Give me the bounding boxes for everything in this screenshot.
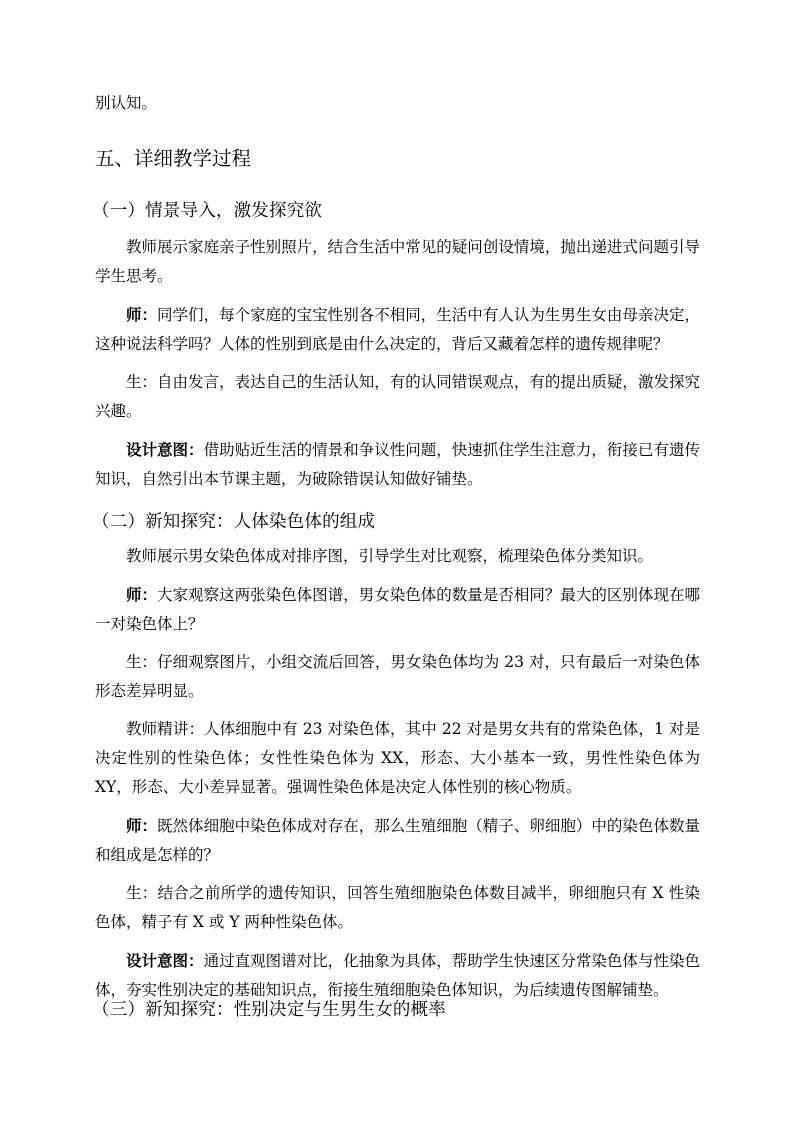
paragraph bbox=[95, 300, 700, 359]
carryover-paragraph bbox=[95, 89, 700, 118]
design-intent-label: 设计意图： bbox=[126, 440, 204, 459]
paragraph-text: 既然体细胞中染色体成对存在，那么生殖细胞（精子、卵细胞）中的染色体数量和组成是怎样的？ bbox=[95, 817, 700, 864]
subsection-2-body bbox=[95, 542, 700, 1005]
speaker-teacher-label: 师： bbox=[126, 816, 158, 835]
subsection-1-heading bbox=[92, 197, 697, 225]
paragraph: 生：仔细观察图片，小组交流后回答，男女染色体均为 23 对，只有最后一对染色体形态差异明显。 bbox=[95, 653, 700, 700]
paragraph: 生：自由发言，表达自己的生活认知，有的认同错误观点，有的提出质疑，激发探究兴趣。 bbox=[95, 373, 700, 420]
subsection-1-title: （一）情景导入，激发探究欲 bbox=[92, 201, 323, 221]
subsection-2-heading bbox=[92, 508, 697, 536]
subsection-3-title: （三）新知探究：性别决定与生男生女的概率 bbox=[92, 1000, 446, 1020]
paragraph bbox=[95, 811, 700, 870]
carryover-text: 别认知。 bbox=[95, 94, 158, 112]
paragraph: 教师精讲：人体细胞中有 23 对染色体，其中 22 对是男女共有的常染色体，1 对是决定性别的性染色体；女性性染色体为 XX，形态、大小基本一致，男性性染色体为XY，形态、大小差异显著。强调性染色体是决定人体性别的核心物质。 bbox=[95, 720, 700, 796]
paragraph-text: 同学们，每个家庭的宝宝性别各不相同，生活中有人认为生男生女由母亲决定，这种说法科学吗？人体的性别到底是由什么决定的，背后又藏着怎样的遗传规律呢？ bbox=[95, 306, 700, 353]
design-intent-paragraph bbox=[95, 435, 700, 494]
paragraph-text: 通过直观图谱对比，化抽象为具体，帮助学生快速区分常染色体与性染色体，夯实性别决定的基础知识点，衔接生殖细胞染色体知识，为后续遗传图解铺垫。 bbox=[95, 952, 700, 999]
paragraph-text: 大家观察这两张染色体图谱，男女染色体的数量是否相同？最大的区别体现在哪一对染色体上？ bbox=[95, 586, 700, 633]
subsection-3-heading bbox=[92, 996, 697, 1024]
section-heading bbox=[95, 145, 700, 173]
section-title: 五、详细教学过程 bbox=[95, 147, 252, 170]
paragraph: 教师展示家庭亲子性别照片，结合生活中常见的疑问创设情境，抛出递进式问题引导学生思考。 bbox=[95, 238, 700, 285]
design-intent-label: 设计意图： bbox=[126, 951, 204, 970]
paragraph bbox=[95, 580, 700, 639]
paragraph: 教师展示男女染色体成对排序图，引导学生对比观察，梳理染色体分类知识。 bbox=[126, 547, 654, 565]
paragraph-text: 借助贴近生活的情景和争议性问题，快速抓住学生注意力，衔接已有遗传知识，自然引出本节课主题，为破除错误认知做好铺垫。 bbox=[95, 441, 700, 488]
subsection-2-title: （二）新知探究：人体染色体的组成 bbox=[92, 512, 376, 532]
subsection-1-body bbox=[95, 233, 700, 494]
paragraph: 生：结合之前所学的遗传知识，回答生殖细胞染色体数目减半，卵细胞只有 X 性染色体，精子有 X 或 Y 两种性染色体。 bbox=[95, 884, 700, 931]
speaker-teacher-label: 师： bbox=[126, 585, 158, 604]
speaker-teacher-label: 师： bbox=[126, 305, 158, 324]
